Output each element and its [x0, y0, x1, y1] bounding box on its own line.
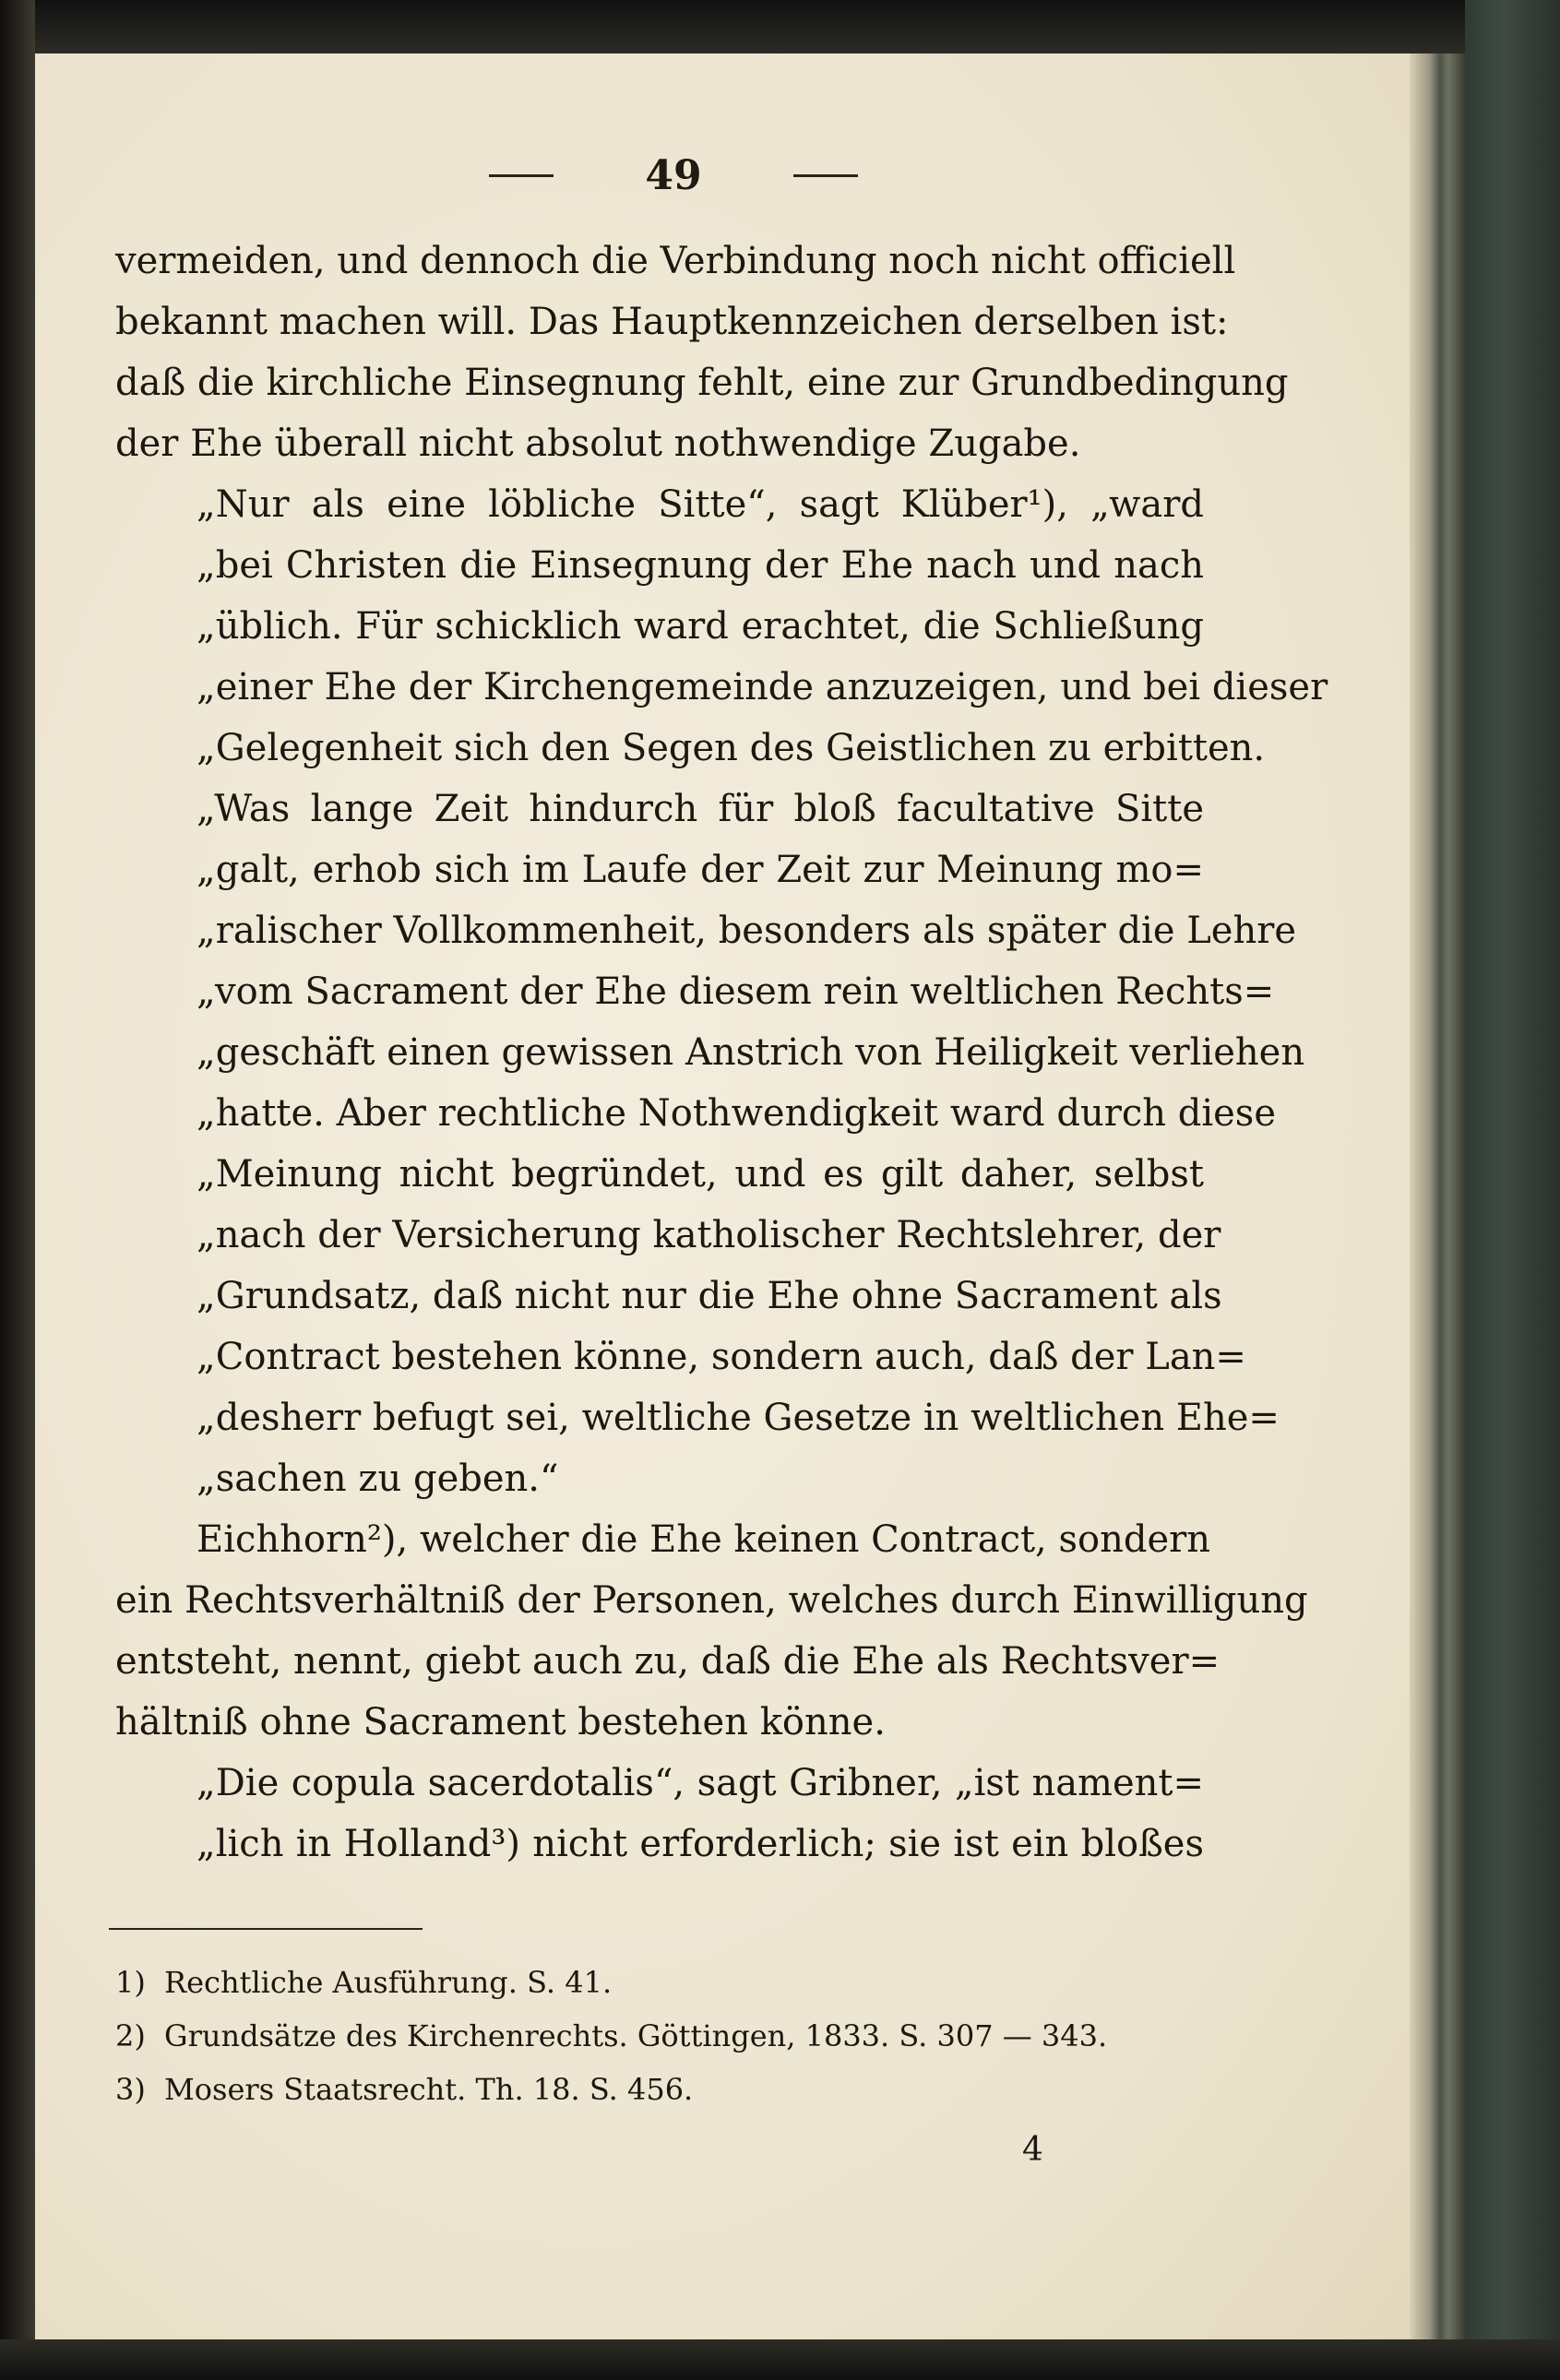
text-line: „vom Sacrament der Ehe diesem rein weltlichen Rechts=	[196, 970, 1275, 1013]
text-line: daß die kirchliche Einsegnung fehlt, eine zur Grundbedingung	[115, 362, 1289, 404]
text-line: „Die copula sacerdotalis“, sagt Gribner, „ist nament=	[196, 1762, 1204, 1804]
book-cover-top	[0, 0, 1560, 54]
header-dash-left	[489, 174, 554, 177]
footnote-mark: 2)	[115, 2018, 146, 2053]
scan-margin-left	[0, 0, 35, 2380]
text-line: der Ehe überall nicht absolut nothwendige Zugabe.	[115, 422, 1081, 465]
text-line: „lich in Holland³) nicht erforderlich; sie ist ein bloßes	[196, 1823, 1204, 1865]
text-line: „desherr befugt sei, weltliche Gesetze in weltlichen Ehe=	[196, 1397, 1280, 1439]
text-line: „galt, erhob sich im Laufe der Zeit zur Meinung mo=	[196, 849, 1204, 891]
text-line: „Nur als eine löbliche Sitte“, sagt Klüber¹), „ward	[196, 483, 1204, 526]
footnote-text: Grundsätze des Kirchenrechts. Göttingen, 1833. S. 307 — 343.	[164, 2018, 1108, 2053]
header-dash-right	[793, 174, 858, 177]
page-number: 49	[645, 151, 702, 199]
text-line: hältniß ohne Sacrament bestehen könne.	[115, 1701, 886, 1743]
text-line: „Meinung nicht begründet, und es gilt daher, selbst	[196, 1153, 1204, 1196]
footnote-text: Mosers Staatsrecht. Th. 18. S. 456.	[164, 2072, 694, 2107]
text-line: „üblich. Für schicklich ward erachtet, die Schließung	[196, 605, 1204, 648]
footnote-rule	[109, 1928, 423, 1930]
footnote-mark: 1)	[115, 1965, 146, 2000]
text-line: „Grundsatz, daß nicht nur die Ehe ohne Sacrament als	[196, 1275, 1222, 1317]
footnote-mark: 3)	[115, 2072, 146, 2107]
text-line: „Contract bestehen könne, sondern auch, daß der Lan=	[196, 1336, 1246, 1378]
text-line: bekannt machen will. Das Hauptkennzeichen derselben ist:	[115, 301, 1229, 343]
page-edge	[1410, 54, 1465, 2339]
text-line: ein Rechtsverhältniß der Personen, welches durch Einwilligung	[115, 1579, 1308, 1622]
book-cover-bottom	[0, 2339, 1560, 2380]
text-line: „bei Christen die Einsegnung der Ehe nach und nach	[196, 544, 1204, 587]
page-header	[489, 148, 858, 203]
footnote	[115, 2009, 1222, 2063]
text-line: „geschäft einen gewissen Anstrich von Heiligkeit verliehen	[196, 1031, 1305, 1074]
book-cover-right	[1465, 0, 1560, 2380]
footnotes	[115, 1956, 1222, 2116]
text-line: „hatte. Aber rechtliche Nothwendigkeit ward durch diese	[196, 1092, 1276, 1135]
text-line: „Gelegenheit sich den Segen des Geistlichen zu erbitten.	[196, 727, 1266, 769]
text-line: „ralischer Vollkommenheit, besonders als später die Lehre	[196, 910, 1297, 952]
footnote	[115, 2063, 1222, 2116]
text-line: entsteht, nennt, giebt auch zu, daß die Ehe als Rechtsver=	[115, 1640, 1221, 1683]
text-line: vermeiden, und dennoch die Verbindung noch nicht officiell	[115, 240, 1236, 282]
sheet-signature: 4	[1022, 2131, 1043, 2169]
footnote	[115, 1956, 1222, 2009]
text-line: „sachen zu geben.“	[196, 1458, 559, 1500]
footnote-text: Rechtliche Ausführung. S. 41.	[164, 1965, 613, 2000]
text-line: „nach der Versicherung katholischer Rechtslehrer, der	[196, 1214, 1221, 1256]
body-text	[115, 231, 1328, 1874]
text-line: „einer Ehe der Kirchengemeinde anzuzeigen, und bei dieser	[196, 666, 1328, 708]
text-line: „Was lange Zeit hindurch für bloß facultative Sitte	[196, 788, 1204, 830]
text-line: Eichhorn²), welcher die Ehe keinen Contract, sondern	[196, 1518, 1211, 1561]
